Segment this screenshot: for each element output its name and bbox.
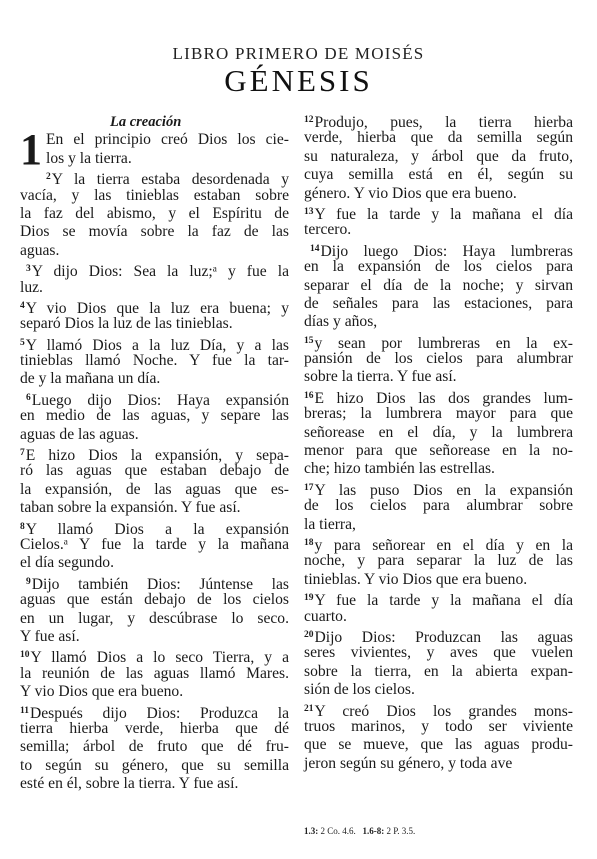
text-line: [304, 552, 573, 570]
verse-text: en medio de las aguas, y separe las: [20, 407, 289, 425]
text-line: [304, 571, 573, 589]
text-line: [304, 350, 573, 368]
verse-text: tinieblas. Y vio Dios que era bueno.: [304, 570, 528, 588]
text-line: [304, 644, 573, 662]
verse-text: taban sobre la expansión. Y fue así.: [20, 499, 241, 517]
verse-text: de señales para las estaciones, para: [304, 294, 573, 312]
verse-text: Produjo, pues, la tierra hierba: [314, 114, 573, 131]
text-line: [304, 497, 573, 515]
verse-text: separar el día de la noche; y sirvan: [304, 276, 573, 294]
verse-text: seres vivientes, y aves que vuelen: [304, 644, 573, 662]
verse-text: tercero.: [304, 221, 352, 239]
verse-text: Y fue la tarde y la mañana el día: [314, 205, 573, 223]
verse-text: Y llamó Dios a lo seco Tierra, y a: [30, 649, 289, 667]
verse-text: tinieblas llamó Noche. Y fue la tar-: [20, 352, 289, 370]
verse-text: esté en él, sobre la tierra. Y fue así.: [20, 775, 239, 793]
verse-text: Dijo también Dios: Júntense las: [31, 575, 289, 593]
verse-number: 6: [26, 392, 31, 403]
footnote-ref: 1.3:: [304, 826, 319, 836]
verse-text: sobre la tierra. Y fue así.: [304, 368, 457, 386]
text-line: [20, 131, 289, 149]
verse-text: género. Y vio Dios que era bueno.: [304, 184, 517, 202]
verse-text: aguas.: [20, 241, 60, 259]
footnote-ref: 1.6-8:: [362, 826, 385, 836]
verse-number: 21: [304, 703, 314, 714]
verse-text: verde, hierba que da semilla según: [304, 129, 573, 147]
text-line: [20, 610, 289, 628]
verse-number: 11: [20, 705, 29, 716]
verse-number: 13: [304, 206, 314, 217]
verse-text: Después dijo Dios: Produzca la: [29, 704, 289, 722]
text-line: [304, 626, 573, 644]
verse-text: aguas que están debajo de los cielos: [20, 591, 289, 609]
verse-number: 2: [46, 172, 51, 183]
verse-text: y para señorear en el día y en la: [314, 536, 573, 554]
text-line: [20, 628, 289, 646]
verse-number: 12: [304, 115, 314, 125]
verse-text: Y la tierra estaba desordenada y: [51, 171, 289, 189]
text-line: [20, 554, 289, 572]
book-supertitle: LIBRO PRIMERO DE MOISÉS: [172, 44, 425, 63]
verse-text: E hizo Dios la expansión, y sepa-: [25, 447, 289, 465]
verse-text: pansión de los cielos para alumbrar: [304, 350, 573, 368]
text-line: [20, 407, 289, 425]
verse-text: cuarto.: [304, 607, 347, 625]
verse-number: 20: [304, 629, 314, 640]
text-line: [20, 665, 289, 683]
verse-text: Y vio Dios que la luz era buena; y: [25, 299, 289, 317]
verse-text: de y la mañana un día.: [20, 370, 161, 388]
text-line: [20, 205, 289, 223]
chapter-number: 1: [20, 125, 42, 175]
verse-text: que se mueve, que las aguas produ-: [304, 736, 573, 754]
text-line: [304, 240, 573, 258]
text-line: [20, 481, 289, 499]
verse-text: Y fue así.: [20, 627, 80, 645]
verse-number: 16: [304, 390, 314, 401]
text-line: [304, 718, 573, 736]
text-line: [304, 424, 573, 442]
verse-text: y sean por lumbreras en la ex-: [314, 334, 573, 352]
text-line: [20, 683, 289, 701]
text-line: [20, 260, 289, 281]
text-line: [20, 370, 289, 388]
text-line: [304, 368, 573, 386]
verse-number: 17: [304, 482, 314, 493]
text-line: [304, 166, 573, 184]
text-line: [304, 148, 573, 166]
verse-text: truos marinos, y todo ser viviente: [304, 717, 573, 735]
verse-text: la faz del abismo, y el Espíritu de: [20, 204, 289, 222]
text-line: [20, 444, 289, 465]
verse-number: 7: [20, 448, 25, 459]
section-heading: La creación: [110, 114, 182, 130]
verse-text: días y años,: [304, 313, 378, 331]
text-line: [20, 757, 289, 775]
text-line: [304, 405, 573, 423]
verse-text: En el principio creó Dios los cie-: [46, 131, 289, 149]
text-line: [20, 315, 289, 333]
verse-text: Y creó Dios los grandes mons-: [314, 702, 573, 720]
text-line: [20, 352, 289, 370]
text-line: [20, 499, 289, 517]
verse-number: 9: [26, 576, 31, 587]
text-line: [20, 738, 289, 756]
text-line: [304, 203, 573, 221]
text-line: [20, 591, 289, 609]
verse-number: 19: [304, 593, 314, 604]
verse-text: señorease en el día, y la lumbrera: [304, 423, 573, 441]
verse-text: Luego dijo Dios: Haya expansión: [31, 391, 289, 409]
text-line: [304, 608, 573, 626]
verse-text: sión de los cielos.: [304, 681, 415, 699]
text-line: [304, 185, 573, 203]
text-line: [20, 223, 289, 241]
footnote-text: 2 Co. 4.6.: [320, 826, 356, 836]
text-line: [20, 242, 289, 260]
verse-number: 5: [20, 337, 25, 348]
text-line: [304, 589, 573, 610]
text-line: [20, 646, 289, 667]
text-line: [304, 221, 573, 239]
verse-text: ró las aguas que estaban debajo de: [20, 462, 289, 480]
verse-text: en un lugar, y descúbrase lo seco.: [20, 609, 289, 627]
text-line: [20, 573, 289, 591]
text-line: [20, 536, 289, 554]
verse-text: Cielos.ᵃ Y fue la tarde y la mañana: [20, 535, 289, 553]
text-line: [304, 460, 573, 478]
verse-number: 10: [20, 650, 30, 661]
verse-text: Y dijo Dios: Sea la luz;ᵃ y fue la: [31, 263, 289, 281]
text-line: [20, 462, 289, 480]
verse-text: semilla; árbol de fruto que dé fru-: [20, 738, 289, 756]
text-line: [304, 681, 573, 699]
verse-text: Y llamó Dios a la expansión: [25, 520, 289, 538]
text-line: [304, 129, 573, 147]
left-column: [20, 113, 289, 793]
text-line: [20, 720, 289, 738]
verse-text: la expansión, de las aguas que es-: [20, 480, 289, 498]
verse-text: de los cielos para alumbrar sobre: [304, 497, 573, 515]
verse-text: che; hizo también las estrellas.: [304, 460, 495, 478]
right-column: [304, 111, 573, 773]
verse-number: 18: [304, 537, 314, 548]
verse-text: Y fue la tarde y la mañana el día: [314, 592, 573, 610]
verse-text: sobre la tierra, en la abierta expan-: [304, 662, 573, 680]
verse-text: Dios se movía sobre la faz de las: [20, 223, 289, 241]
verse-text: cuya semilla está en él, según su: [304, 166, 573, 184]
verse-text: tierra hierba verde, hierba que dé: [20, 719, 289, 737]
verse-text: Y las puso Dios en la expansión: [314, 481, 573, 499]
text-line: [304, 277, 573, 295]
verse-text: separó Dios la luz de las tinieblas.: [20, 315, 233, 333]
verse-number: 14: [310, 243, 320, 254]
text-line: [20, 168, 289, 189]
verse-text: la tierra,: [304, 515, 356, 533]
verse-text: menor para que señorease en la no-: [304, 442, 573, 460]
text-line: [20, 702, 289, 720]
verse-text: E hizo Dios las dos grandes lum-: [314, 389, 573, 407]
text-line: [20, 187, 289, 205]
verse-text: Y llamó Dios a la luz Día, y a las: [25, 336, 289, 354]
verse-text: jeron según su género, y toda ave: [304, 754, 513, 772]
text-line: [304, 313, 573, 331]
verse-text: Y vio Dios que era bueno.: [20, 683, 184, 701]
verse-text: en la expansión de los cielos para: [304, 258, 573, 276]
text-line: [20, 389, 289, 407]
text-line: [304, 258, 573, 276]
text-line: [304, 736, 573, 754]
page-header: [0, 44, 597, 98]
text-line: [20, 150, 289, 168]
verse-text: luz.: [20, 278, 43, 296]
verse-number: 15: [304, 335, 314, 346]
verse-number: 3: [26, 264, 31, 275]
text-line: [20, 279, 289, 297]
text-line: [20, 297, 289, 315]
verse-text: su naturaleza, y árbol que da fruto,: [304, 147, 573, 165]
text-line: [304, 479, 573, 497]
verse-text: Dijo luego Dios: Haya lumbreras: [320, 242, 573, 260]
text-line: [304, 442, 573, 460]
verse-text: la reunión de las aguas llamó Mares.: [20, 664, 289, 682]
text-line: [304, 332, 573, 350]
verse-text: el día segundo.: [20, 554, 114, 572]
verse-number: 8: [20, 521, 25, 532]
verse-text: to según su género, que su semilla: [20, 756, 289, 774]
book-title: GÉNESIS: [224, 63, 373, 98]
text-line: [304, 295, 573, 313]
footnotes: [304, 826, 415, 836]
verse-text: los y la tierra.: [46, 149, 132, 167]
text-line: [304, 755, 573, 773]
text-line: [20, 518, 289, 536]
verse-text: breras; la lumbrera mayor para que: [304, 405, 573, 423]
text-line: [20, 426, 289, 444]
text-line: [304, 663, 573, 681]
verse-number: 4: [20, 300, 25, 311]
verse-text: aguas de las aguas.: [20, 425, 139, 443]
text-line: [304, 700, 573, 718]
footnote-text: 2 P. 3.5.: [386, 826, 416, 836]
verse-text: vacía, y las tinieblas estaban sobre: [20, 186, 289, 204]
text-line: [304, 387, 573, 405]
verse-text: Dijo Dios: Produzcan las aguas: [314, 628, 573, 646]
verse-text: noche, y para separar la luz de las: [304, 552, 573, 570]
text-line: [20, 775, 289, 793]
text-line: [304, 534, 573, 552]
text-line: [20, 334, 289, 352]
text-line: [304, 516, 573, 534]
text-line: [304, 111, 573, 129]
